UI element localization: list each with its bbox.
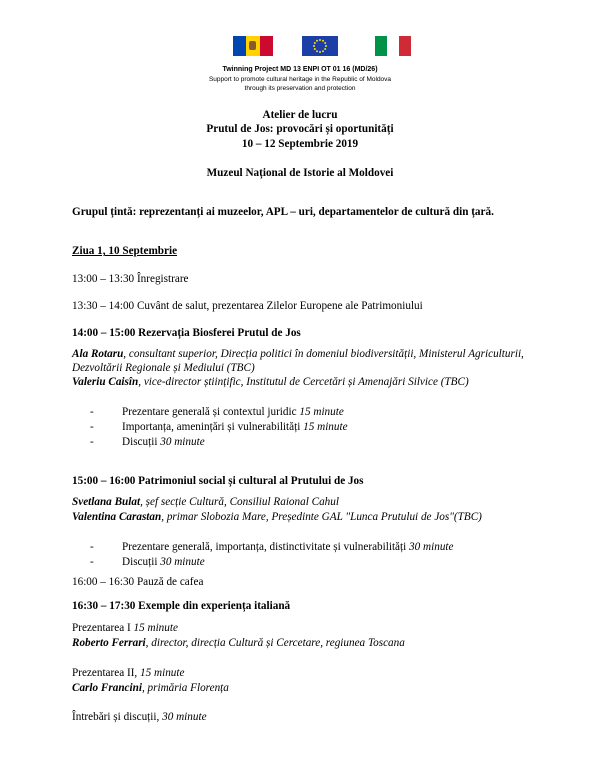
- item-duration: 30 minute: [409, 541, 454, 553]
- document-page: Twinning Project MD 13 ENPI OT 01 16 (MD/26) Support to promote cultural heritage in the Republic of Moldova through its preservation and protection Atelier de lucru Prutul de Jos: provocări și oportunități 10 – 12 Septembrie 2019 Muzeul Național de Istorie al Moldovei Grupul țintă: reprezentanți ai muzeelor, APL – uri, departamentelor de cultură din țară. Ziua 1, 10 Septembrie 13:00 – 13:30 Înregistrare 13:30 – 14:00 Cuvânt de salut, prezentarea Zilelor Europene ale Patrimoniului 14:00 – 15:00 Rezervația Biosferei Prutul de Jos Ala Rotaru, consultant superior, Direcția politici în domeniul biodiversității, Ministerul Agriculturii, Dezvoltării Regionale și Mediului (TBC) Valeriu Caisîn, vice-director științific, Institutul de Cercetări și Amenajări Silvice (TBC) - Prezentare generală și contextul juridic 15 minute - Importanța, amenințări și vulnerabilități 15 minute - Discuții 30 minute 15:00 – 16:00 Patrimoniul social și cultural al Prutului de Jos Svetlana Bulat, șef secție Cultură, Consiliul Raional Cahul Valentina Carastan, primar Slobozia Mare, Președinte GAL "Lunca Prutului de Jos"(TBC) - Prezentare generală, importanța, distinctivitate și vulnerabilități 30 minute - Discuții 30 minute 16:00 – 16:30 Pauză de cafea 16:30 – 17:30 Exemple din experiența italiană Prezentarea I 15 minute Roberto Ferrari, director, direcția Cultură și Cercetare, regiunea Toscana Prezentarea II, 15 minute Carlo Francini, primăria Florența Întrebări și discuții, 30 minute: [0, 0, 600, 772]
- project-line: Twinning Project MD 13 ENPI OT 01 16 (MD/26): [222, 66, 378, 73]
- item-text: Discuții: [122, 436, 161, 448]
- welcome-line: 13:30 – 14:00 Cuvânt de salut, prezentarea Zilelor Europene ale Patrimoniului: [72, 300, 423, 312]
- italy-flag-icon: [375, 36, 411, 56]
- item-text: Prezentare generală și contextul juridic: [122, 406, 300, 418]
- item-duration: 15 minute: [303, 421, 348, 433]
- session-1-speaker-1-role-cont: Dezvoltării Regionale și Mediului (TBC): [72, 362, 255, 374]
- speaker-name: Valentina Carastan: [72, 511, 162, 523]
- presentation-2-speaker: [72, 682, 229, 694]
- day-heading: Ziua 1, 10 Septembrie: [72, 245, 178, 257]
- item-duration: 15 minute: [299, 406, 344, 418]
- presentation-1-speaker: [72, 637, 405, 649]
- session-3-heading: 16:30 – 17:30 Exemple din experiența italiană: [72, 600, 291, 612]
- session-2-speaker-2: [72, 511, 482, 523]
- session-1-heading: 14:00 – 15:00 Rezervația Biosferei Prutul de Jos: [72, 327, 301, 339]
- moldova-flag-icon: [233, 36, 273, 56]
- qa-line: [72, 711, 207, 723]
- event-title: Prutul de Jos: provocări și oportunități: [206, 123, 394, 135]
- event-dates: 10 – 12 Septembrie 2019: [241, 138, 359, 150]
- presentation-1-label: [72, 622, 178, 634]
- qa-duration: 30 minute: [162, 711, 207, 723]
- support-line-2: through its preservation and protection: [244, 85, 356, 92]
- qa-label: Întrebări și discuții,: [72, 711, 163, 723]
- speaker-name: Carlo Francini: [72, 682, 142, 694]
- presentation-2-label: [72, 667, 184, 679]
- speaker-name: Svetlana Bulat: [72, 496, 141, 508]
- speaker-role: , primar Slobozia Mare, Președinte GAL "Lunca Prutului de Jos"(TBC): [161, 511, 482, 523]
- speaker-name: Roberto Ferrari: [72, 637, 146, 649]
- item-duration: 30 minute: [160, 436, 205, 448]
- speaker-name: Ala Rotaru: [72, 348, 124, 360]
- item-text: Importanța, amenințări și vulnerabilități: [122, 421, 304, 433]
- speaker-role: , primăria Florența: [141, 682, 229, 694]
- speaker-name: Valeriu Caisîn: [72, 376, 139, 388]
- speaker-role: , director, direcția Cultură și Cercetare, regiunea Toscana: [145, 637, 405, 649]
- session-1-speaker-1: [72, 348, 524, 360]
- speaker-role: , vice-director științific, Institutul de Cercetări și Amenajări Silvice (TBC): [138, 376, 469, 388]
- presentation-duration: 15 minute: [140, 667, 185, 679]
- session-1-speaker-2: [72, 376, 469, 388]
- support-line-1: Support to promote cultural heritage in the Republic of Moldova: [208, 76, 392, 83]
- registration-line: 13:00 – 13:30 Înregistrare: [72, 273, 189, 285]
- item-text: Discuții: [122, 556, 161, 568]
- speaker-role: , șef secție Cultură, Consiliul Raional Cahul: [140, 496, 339, 508]
- event-venue: Muzeul Național de Istorie al Moldovei: [206, 167, 394, 179]
- presentation-duration: 15 minute: [133, 622, 178, 634]
- item-text: Prezentare generală, importanța, distinctivitate și vulnerabilități: [122, 541, 410, 553]
- eu-flag-icon: [302, 36, 338, 56]
- presentation-label: Prezentarea II,: [72, 667, 141, 679]
- event-type: Atelier de lucru: [262, 109, 338, 121]
- target-group: Grupul țintă: reprezentanți ai muzeelor, APL – uri, departamentelor de cultură din țară.: [72, 206, 494, 218]
- session-2-heading: 15:00 – 16:00 Patrimoniul social și cultural al Prutului de Jos: [72, 475, 364, 487]
- partner-flags: [0, 36, 600, 56]
- speaker-role: , consultant superior, Direcția politici în domeniul biodiversității, Ministerul Agriculturii,: [123, 348, 524, 360]
- item-duration: 30 minute: [160, 556, 205, 568]
- presentation-label: Prezentarea I: [72, 622, 134, 634]
- coffee-break-line: 16:00 – 16:30 Pauză de cafea: [72, 576, 204, 588]
- session-2-speaker-1: [72, 496, 339, 508]
